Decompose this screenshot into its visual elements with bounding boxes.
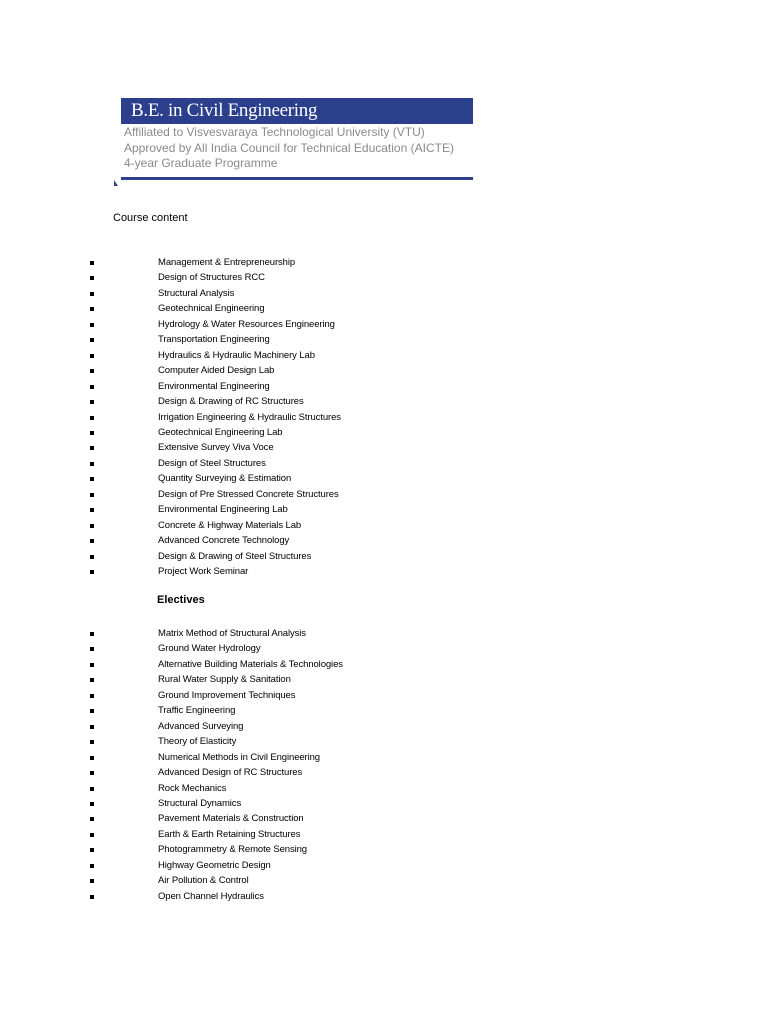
bullet-icon (90, 261, 94, 265)
elective-list-item (0, 673, 768, 688)
bullet-icon (90, 338, 94, 342)
course-list-item (0, 441, 768, 456)
affiliation-line: Affiliated to Visvesvaraya Technological University (VTU) (124, 125, 425, 139)
elective-list-item (0, 751, 768, 766)
bullet-icon (90, 756, 94, 760)
bullet-icon (90, 694, 94, 698)
list-item-label: Air Pollution & Control (158, 875, 249, 887)
list-item-label: Highway Geometric Design (158, 859, 271, 871)
list-item-label: Photogrammetry & Remote Sensing (158, 844, 307, 856)
bullet-icon (90, 462, 94, 466)
corner-mark-icon (114, 180, 118, 186)
list-item-label: Traffic Engineering (158, 705, 236, 717)
elective-list-item (0, 658, 768, 673)
list-item-label: Ground Water Hydrology (158, 643, 261, 655)
bullet-icon (90, 570, 94, 574)
course-list-item (0, 287, 768, 302)
header-banner (121, 98, 473, 124)
bullet-icon (90, 508, 94, 512)
course-list-item (0, 256, 768, 271)
list-item-label: Quantity Surveying & Estimation (158, 473, 292, 485)
elective-list-item (0, 782, 768, 797)
list-item-label: Project Work Seminar (158, 566, 249, 577)
list-item-label: Numerical Methods in Civil Engineering (158, 751, 320, 763)
list-item-label: Environmental Engineering (158, 380, 270, 392)
bullet-icon (90, 879, 94, 883)
list-item-label: Advanced Concrete Technology (158, 535, 290, 547)
bullet-icon (90, 802, 94, 806)
course-list-item (0, 318, 768, 333)
course-list-item (0, 519, 768, 534)
bullet-icon (90, 632, 94, 636)
course-list-item (0, 472, 768, 487)
list-item-label: Irrigation Engineering & Hydraulic Structures (158, 411, 341, 423)
bullet-icon (90, 385, 94, 389)
course-list-item (0, 364, 768, 379)
course-content-heading: Course content (113, 212, 188, 224)
bullet-icon (90, 709, 94, 713)
list-item-label: Ground Improvement Techniques (158, 689, 296, 701)
bullet-icon (90, 307, 94, 311)
elective-list-item (0, 642, 768, 657)
list-item-label: Open Channel Hydraulics (158, 890, 264, 902)
elective-list-item (0, 890, 768, 905)
bullet-icon (90, 446, 94, 450)
list-item-label: Design of Structures RCC (158, 272, 265, 284)
list-item-label: Geotechnical Engineering Lab (158, 426, 283, 438)
bullet-icon (90, 663, 94, 667)
elective-list-item (0, 689, 768, 704)
course-list-item (0, 411, 768, 426)
list-item-label: Extensive Survey Viva Voce (158, 442, 274, 454)
bullet-icon (90, 477, 94, 481)
course-list-item (0, 534, 768, 549)
bullet-icon (90, 323, 94, 327)
bullet-icon (90, 848, 94, 852)
course-list-item (0, 333, 768, 348)
list-item-label: Rural Water Supply & Sanitation (158, 674, 291, 686)
bullet-icon (90, 895, 94, 899)
course-list-item (0, 457, 768, 472)
elective-list-item (0, 704, 768, 719)
elective-list-item (0, 797, 768, 812)
bullet-icon (90, 431, 94, 435)
elective-list-item (0, 812, 768, 827)
duration-line: 4-year Graduate Programme (124, 156, 278, 170)
list-item-label: Concrete & Highway Materials Lab (158, 519, 302, 531)
bullet-icon (90, 725, 94, 729)
electives-heading: Electives (157, 594, 205, 606)
bullet-icon (90, 787, 94, 791)
elective-list-item (0, 874, 768, 889)
course-list-item (0, 349, 768, 364)
elective-list-item (0, 735, 768, 750)
bullet-icon (90, 864, 94, 868)
list-item-label: Structural Dynamics (158, 797, 242, 809)
bullet-icon (90, 524, 94, 528)
elective-list-item (0, 843, 768, 858)
course-list-item (0, 550, 768, 565)
bullet-icon (90, 817, 94, 821)
course-list-item (0, 426, 768, 441)
list-item-label: Design of Steel Structures (158, 457, 266, 469)
course-list-item (0, 302, 768, 317)
course-list-item (0, 395, 768, 410)
course-list-item (0, 503, 768, 518)
list-item-label: Earth & Earth Retaining Structures (158, 828, 301, 840)
list-item-label: Design & Drawing of Steel Structures (158, 550, 312, 562)
course-list-item (0, 488, 768, 503)
list-item-label: Geotechnical Engineering (158, 303, 265, 315)
bullet-icon (90, 292, 94, 296)
elective-list-item (0, 859, 768, 874)
bullet-icon (90, 555, 94, 559)
elective-list-item (0, 627, 768, 642)
bullet-icon (90, 539, 94, 543)
list-item-label: Advanced Surveying (158, 720, 244, 732)
bullet-icon (90, 493, 94, 497)
elective-list-item (0, 828, 768, 843)
bullet-icon (90, 276, 94, 280)
bullet-icon (90, 647, 94, 651)
list-item-label: Hydrology & Water Resources Engineering (158, 318, 335, 330)
bullet-icon (90, 416, 94, 420)
list-item-label: Computer Aided Design Lab (158, 365, 275, 377)
course-list-item (0, 565, 768, 580)
list-item-label: Management & Entrepreneurship (158, 257, 296, 268)
list-item-label: Structural Analysis (158, 287, 235, 299)
list-item-label: Design & Drawing of RC Structures (158, 396, 304, 408)
elective-list-item (0, 766, 768, 781)
course-list-item (0, 380, 768, 395)
bullet-icon (90, 354, 94, 358)
header-rule (121, 177, 473, 180)
list-item-label: Rock Mechanics (158, 782, 227, 794)
list-item-label: Alternative Building Materials & Technologies (158, 658, 343, 670)
approval-line: Approved by All India Council for Technical Education (AICTE) (124, 141, 454, 155)
program-title: B.E. in Civil Engineering (131, 100, 318, 121)
list-item-label: Advanced Design of RC Structures (158, 767, 303, 779)
bullet-icon (90, 400, 94, 404)
bullet-icon (90, 678, 94, 682)
bullet-icon (90, 771, 94, 775)
elective-list-item (0, 720, 768, 735)
bullet-icon (90, 740, 94, 744)
list-item-label: Design of Pre Stressed Concrete Structures (158, 488, 339, 500)
list-item-label: Matrix Method of Structural Analysis (158, 628, 306, 639)
list-item-label: Theory of Elasticity (158, 736, 237, 748)
bullet-icon (90, 369, 94, 373)
list-item-label: Hydraulics & Hydraulic Machinery Lab (158, 349, 315, 361)
list-item-label: Pavement Materials & Construction (158, 813, 304, 825)
list-item-label: Environmental Engineering Lab (158, 504, 288, 516)
bullet-icon (90, 833, 94, 837)
list-item-label: Transportation Engineering (158, 334, 270, 346)
course-list-item (0, 271, 768, 286)
